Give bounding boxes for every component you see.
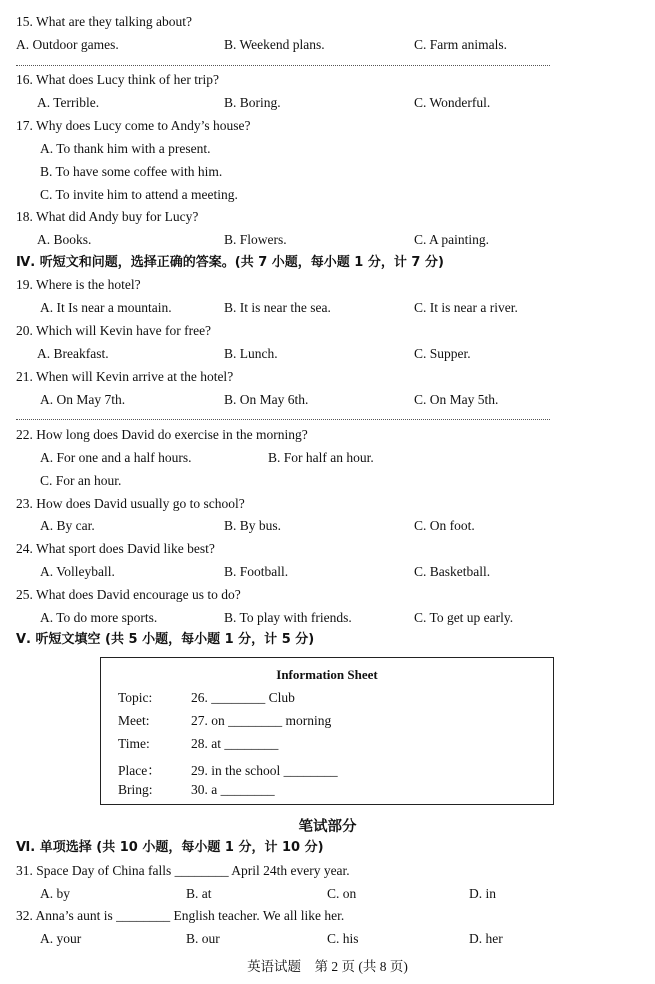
section-vi-heading: Ⅵ. 单项选择 (共 10 小题，每小题 1 分，计 10 分) (16, 840, 324, 855)
option-19a: A. It Is near a mountain. (40, 300, 172, 315)
section-v-heading: Ⅴ. 听短文填空 (共 5 小题，每小题 1 分，计 5 分) (16, 632, 315, 647)
information-sheet (100, 657, 554, 805)
option-16c: C. Wonderful. (414, 95, 491, 110)
option-32d: D. her (469, 931, 503, 946)
info-label: Time: (118, 736, 150, 751)
option-21a: A. On May 7th. (40, 392, 126, 407)
info-label: Bring: (118, 782, 153, 797)
option-31d: D. in (469, 886, 496, 901)
option-18a: A. Books. (37, 232, 92, 247)
written-part-title: 笔试部分 (298, 819, 357, 835)
page-footer: 英语试题 第 2 页 (共 8 页) (247, 959, 408, 974)
option-23a: A. By car. (40, 518, 95, 533)
option-17a: A. To thank him with a present. (40, 141, 211, 156)
section-iv-heading: Ⅳ. 听短文和问题，选择正确的答案。(共 7 小题，每小题 1 分，计 7 分) (16, 255, 444, 270)
information-sheet-title: Information Sheet (276, 667, 378, 682)
option-23c: C. On foot. (414, 518, 475, 533)
info-label: Place： (118, 763, 161, 778)
option-32b: B. our (186, 931, 220, 946)
option-22a: A. For one and a half hours. (40, 450, 192, 465)
info-value: 28. at ________ (191, 736, 279, 751)
option-16b: B. Boring. (224, 95, 281, 110)
question-16: 16. What does Lucy think of her trip? (16, 72, 219, 87)
dotted-divider (16, 419, 550, 420)
info-row-place (118, 759, 338, 779)
info-row-topic (118, 690, 295, 706)
question-21: 21. When will Kevin arrive at the hotel? (16, 369, 234, 384)
info-row-meet (118, 713, 331, 729)
info-row-time (118, 736, 278, 752)
option-21b: B. On May 6th. (224, 392, 309, 407)
option-21c: C. On May 5th. (414, 392, 499, 407)
option-31b: B. at (186, 886, 212, 901)
option-20b: B. Lunch. (224, 346, 278, 361)
question-20: 20. Which will Kevin have for free? (16, 323, 212, 338)
option-20c: C. Supper. (414, 346, 471, 361)
option-17b: B. To have some coffee with him. (40, 164, 223, 179)
question-31: 31. Space Day of China falls ________ April 24th every year. (16, 863, 350, 878)
option-24a: A. Volleyball. (40, 564, 115, 579)
question-24: 24. What sport does David like best? (16, 541, 215, 556)
option-17c: C. To invite him to attend a meeting. (40, 187, 238, 202)
option-32a: A. your (40, 931, 82, 946)
option-24b: B. Football. (224, 564, 289, 579)
info-value: 30. a ________ (191, 782, 275, 797)
option-15c: C. Farm animals. (414, 37, 507, 52)
question-32: 32. Anna’s aunt is ________ English teacher. We all like her. (16, 908, 345, 923)
option-22c: C. For an hour. (40, 473, 122, 488)
question-15: 15. What are they talking about? (16, 14, 192, 29)
option-25c: C. To get up early. (414, 610, 514, 625)
info-value: 26. ________ Club (191, 690, 295, 705)
question-25: 25. What does David encourage us to do? (16, 587, 241, 602)
option-19b: B. It is near the sea. (224, 300, 331, 315)
option-31c: C. on (327, 886, 357, 901)
option-18b: B. Flowers. (224, 232, 287, 247)
question-23: 23. How does David usually go to school? (16, 496, 245, 511)
option-18c: C. A painting. (414, 232, 490, 247)
option-15a: A. Outdoor games. (16, 37, 119, 52)
info-label: Meet: (118, 713, 150, 728)
question-19: 19. Where is the hotel? (16, 277, 141, 292)
dotted-divider (16, 65, 550, 66)
option-16a: A. Terrible. (37, 95, 100, 110)
option-20a: A. Breakfast. (37, 346, 109, 361)
option-25a: A. To do more sports. (40, 610, 158, 625)
question-22: 22. How long does David do exercise in the morning? (16, 427, 308, 442)
option-23b: B. By bus. (224, 518, 282, 533)
info-value: 29. in the school ________ (191, 763, 338, 778)
option-24c: C. Basketball. (414, 564, 491, 579)
info-value: 27. on ________ morning (191, 713, 332, 728)
option-15b: B. Weekend plans. (224, 37, 325, 52)
question-18: 18. What did Andy buy for Lucy? (16, 209, 199, 224)
option-25b: B. To play with friends. (224, 610, 352, 625)
info-label: Topic: (118, 690, 153, 705)
option-19c: C. It is near a river. (414, 300, 518, 315)
info-row-bring (118, 782, 275, 798)
option-31a: A. by (40, 886, 70, 901)
option-32c: C. his (327, 931, 359, 946)
option-22b: B. For half an hour. (268, 450, 374, 465)
question-17: 17. Why does Lucy come to Andy’s house? (16, 118, 251, 133)
